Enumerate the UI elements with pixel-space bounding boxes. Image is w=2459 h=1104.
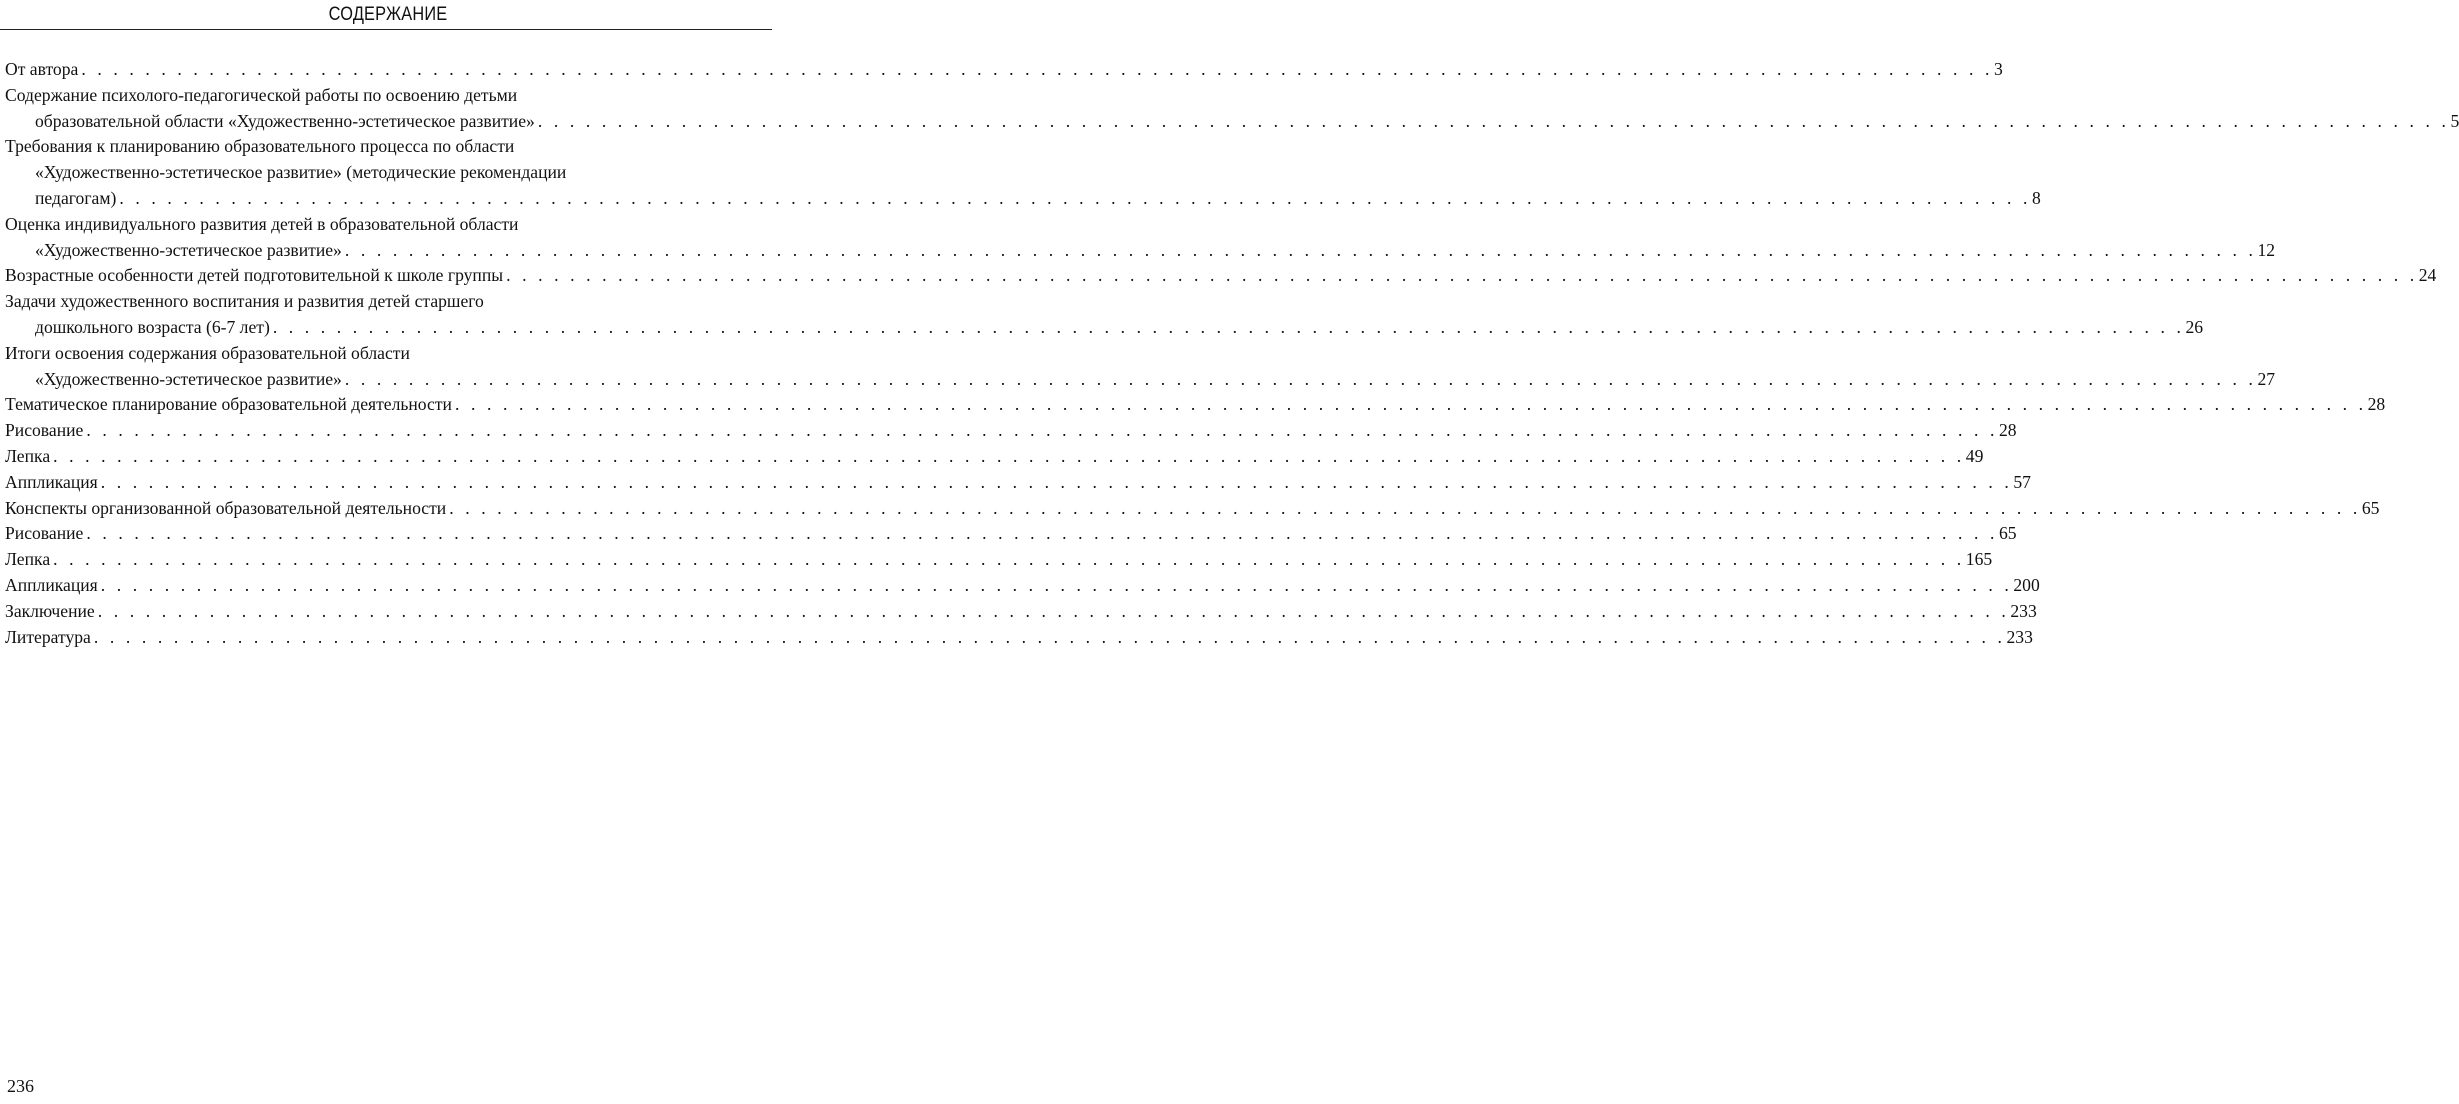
- toc-page-number: 5: [2450, 110, 2459, 131]
- toc-entry-line: Задачи художественного воспитания и развития детей старшего: [5, 291, 484, 312]
- dot-leader: . . . . . . . . . . . . . . . . . . . . . . . . . . . . . . . . . . . . . . . . . . . . . . . . . . . . . . . . . . . . . . . . . . . . . . . . . . . . . . . . . . . . . . . . . . . . . . . . . . . . . . . . . . . . . . . . . . . . . . . .: [100, 471, 2013, 492]
- toc-entry: [5, 57, 2003, 83]
- toc-entry-title: Литература: [5, 626, 91, 647]
- toc-page-number: 8: [2031, 187, 2041, 208]
- toc-entry-title: Заключение: [5, 600, 95, 621]
- dot-leader: . . . . . . . . . . . . . . . . . . . . . . . . . . . . . . . . . . . . . . . . . . . . . . . . . . . . . . . . . . . . . . . . . . . . . . . . . . . . . . . . . . . . . . . . . . . . . . . . . . . . . . . . . . . . . . . . . . . . . . . .: [344, 239, 2257, 260]
- dot-leader: . . . . . . . . . . . . . . . . . . . . . . . . . . . . . . . . . . . . . . . . . . . . . . . . . . . . . . . . . . . . . . . . . . . . . . . . . . . . . . . . . . . . . . . . . . . . . . . . . . . . . . . . . . . . . . . . . . . . . . . .: [119, 187, 2031, 208]
- toc-entry: [5, 444, 1984, 470]
- toc-entry-line: Оценка индивидуального развития детей в образовательной области: [5, 213, 519, 234]
- toc-entry-last-line: [5, 238, 2276, 264]
- dot-leader: . . . . . . . . . . . . . . . . . . . . . . . . . . . . . . . . . . . . . . . . . . . . . . . . . . . . . . . . . . . . . . . . . . . . . . . . . . . . . . . . . . . . . . . . . . . . . . . . . . . . . . . . . . . . . . . . . . . . . . . .: [537, 110, 2450, 131]
- dot-leader: . . . . . . . . . . . . . . . . . . . . . . . . . . . . . . . . . . . . . . . . . . . . . . . . . . . . . . . . . . . . . . . . . . . . . . . . . . . . . . . . . . . . . . . . . . . . . . . . . . . . . . . . . . . . . . . . . . . . . . . .: [454, 394, 2367, 415]
- toc-page-number: 3: [1993, 59, 2003, 79]
- toc-entry-title: Лепка: [5, 549, 51, 570]
- dot-leader: . . . . . . . . . . . . . . . . . . . . . . . . . . . . . . . . . . . . . . . . . . . . . . . . . . . . . . . . . . . . . . . . . . . . . . . . . . . . . . . . . . . . . . . . . . . . . . . . . . . . . . . . . . . . . . . . . . . . . . . .: [53, 549, 1965, 570]
- toc-entry: [5, 547, 1993, 573]
- toc-entry: [5, 341, 2276, 393]
- toc-entry-last-line: [5, 392, 2386, 418]
- header-rule: [0, 29, 772, 30]
- toc-entry-last-line: [5, 521, 2017, 547]
- toc-entry-last-line: [5, 470, 2031, 496]
- page-title: СОДЕРЖАНИЕ: [328, 4, 448, 25]
- toc-page-number: 12: [2257, 239, 2276, 260]
- toc-entry-last-line: [5, 625, 2033, 651]
- toc-entry-last-line: [5, 263, 2437, 289]
- toc-page-number: 200: [2013, 574, 2040, 595]
- toc-entry-line: Итоги освоения содержания образовательной области: [5, 342, 410, 363]
- dot-leader: . . . . . . . . . . . . . . . . . . . . . . . . . . . . . . . . . . . . . . . . . . . . . . . . . . . . . . . . . . . . . . . . . . . . . . . . . . . . . . . . . . . . . . . . . . . . . . . . . . . . . . . . . . . . . . . . . . . . . . . .: [86, 420, 1998, 441]
- toc-page-number: 65: [2361, 497, 2380, 518]
- toc-entry-last-line: [5, 444, 1984, 470]
- toc-page-number: 65: [1998, 523, 2017, 544]
- toc-entry-last-line: [5, 109, 2459, 135]
- dot-leader: . . . . . . . . . . . . . . . . . . . . . . . . . . . . . . . . . . . . . . . . . . . . . . . . . . . . . . . . . . . . . . . . . . . . . . . . . . . . . . . . . . . . . . . . . . . . . . . . . . . . . . . . . . . . . . . . . . . . . . . .: [93, 626, 2006, 647]
- toc-entry-last-line: [5, 573, 2040, 599]
- dot-leader: . . . . . . . . . . . . . . . . . . . . . . . . . . . . . . . . . . . . . . . . . . . . . . . . . . . . . . . . . . . . . . . . . . . . . . . . . . . . . . . . . . . . . . . . . . . . . . . . . . . . . . . . . . . . . . . . . . . . . . . .: [53, 445, 1965, 466]
- toc-entry-last-line: [5, 496, 2380, 522]
- toc-entry-title: педагогам): [35, 187, 117, 208]
- dot-leader: . . . . . . . . . . . . . . . . . . . . . . . . . . . . . . . . . . . . . . . . . . . . . . . . . . . . . . . . . . . . . . . . . . . . . . . . . . . . . . . . . . . . . . . . . . . . . . . . . . . . . . . . . . . . . . . . . . . . . . . .: [344, 368, 2257, 389]
- toc-entry-title: «Художественно-эстетическое развитие»: [35, 368, 342, 389]
- dot-leader: . . . . . . . . . . . . . . . . . . . . . . . . . . . . . . . . . . . . . . . . . . . . . . . . . . . . . . . . . . . . . . . . . . . . . . . . . . . . . . . . . . . . . . . . . . . . . . . . . . . . . . . . . . . . . . . . . . . . . . . .: [506, 265, 2418, 286]
- toc-entry-title: Тематическое планирование образовательной деятельности: [5, 394, 452, 415]
- toc-page-number: 233: [2010, 600, 2037, 621]
- toc-entry-last-line: [5, 186, 2041, 212]
- table-of-contents: [5, 57, 2459, 650]
- toc-page-number: 49: [1965, 445, 1984, 466]
- toc-page-number: 165: [1965, 549, 1993, 570]
- toc-entry: [5, 392, 2386, 418]
- dot-leader: . . . . . . . . . . . . . . . . . . . . . . . . . . . . . . . . . . . . . . . . . . . . . . . . . . . . . . . . . . . . . . . . . . . . . . . . . . . . . . . . . . . . . . . . . . . . . . . . . . . . . . . . . . . . . . . . . . . . . . . .: [81, 59, 1993, 79]
- toc-entry-last-line: [5, 547, 1993, 573]
- toc-entry-line: Содержание психолого-педагогической работы по освоению детьми: [5, 84, 518, 105]
- toc-entry: [5, 599, 2037, 625]
- toc-page-number: 26: [2185, 316, 2204, 337]
- toc-entry: [5, 625, 2033, 651]
- toc-page-number: 28: [2367, 394, 2386, 415]
- toc-entry: [5, 418, 2017, 444]
- toc-entry-title: Рисование: [5, 523, 84, 544]
- toc-entry: [5, 470, 2031, 496]
- toc-entry-title: Аппликация: [5, 471, 98, 492]
- toc-entry-last-line: [5, 418, 2017, 444]
- toc-entry-title: Рисование: [5, 420, 84, 441]
- toc-entry-title: дошкольного возраста (6-7 лет): [35, 316, 270, 337]
- toc-entry: [5, 496, 2380, 522]
- toc-entry-last-line: [5, 599, 2037, 625]
- toc-entry-last-line: [5, 367, 2276, 393]
- toc-entry-title: Возрастные особенности детей подготовительной к школе группы: [5, 265, 504, 286]
- dot-leader: . . . . . . . . . . . . . . . . . . . . . . . . . . . . . . . . . . . . . . . . . . . . . . . . . . . . . . . . . . . . . . . . . . . . . . . . . . . . . . . . . . . . . . . . . . . . . . . . . . . . . . . . . . . . . . . . . . . . . . . .: [100, 574, 2013, 595]
- dot-leader: . . . . . . . . . . . . . . . . . . . . . . . . . . . . . . . . . . . . . . . . . . . . . . . . . . . . . . . . . . . . . . . . . . . . . . . . . . . . . . . . . . . . . . . . . . . . . . . . . . . . . . . . . . . . . . . . . . . . . . . .: [449, 497, 2361, 518]
- toc-entry: [5, 573, 2040, 599]
- toc-entry-title: От автора: [5, 59, 79, 79]
- toc-entry-line: «Художественно-эстетическое развитие» (методические рекомендации: [35, 162, 567, 183]
- toc-entry: [5, 212, 2276, 264]
- toc-page-number: 27: [2257, 368, 2276, 389]
- toc-entry-last-line: [5, 57, 2003, 83]
- page-number: 236: [7, 1076, 34, 1096]
- toc-page-number: 24: [2418, 265, 2437, 286]
- toc-entry: [5, 289, 2204, 341]
- toc-entry-title: «Художественно-эстетическое развитие»: [35, 239, 342, 260]
- toc-page-number: 57: [2013, 471, 2031, 492]
- toc-entry-title: Лепка: [5, 445, 51, 466]
- toc-entry-title: Конспекты организованной образовательной деятельности: [5, 497, 447, 518]
- toc-entry-line: Требования к планированию образовательного процесса по области: [5, 136, 515, 157]
- dot-leader: . . . . . . . . . . . . . . . . . . . . . . . . . . . . . . . . . . . . . . . . . . . . . . . . . . . . . . . . . . . . . . . . . . . . . . . . . . . . . . . . . . . . . . . . . . . . . . . . . . . . . . . . . . . . . . . . . . . . . . . .: [86, 523, 1998, 544]
- toc-entry: [5, 134, 2041, 211]
- toc-page-number: 233: [2006, 626, 2033, 647]
- toc-entry-title: образовательной области «Художественно-эстетическое развитие»: [35, 110, 535, 131]
- toc-entry-last-line: [5, 315, 2204, 341]
- toc-entry-title: Аппликация: [5, 574, 98, 595]
- dot-leader: . . . . . . . . . . . . . . . . . . . . . . . . . . . . . . . . . . . . . . . . . . . . . . . . . . . . . . . . . . . . . . . . . . . . . . . . . . . . . . . . . . . . . . . . . . . . . . . . . . . . . . . . . . . . . . . . . . . . . . . .: [97, 600, 2010, 621]
- toc-page-number: 28: [1998, 420, 2017, 441]
- toc-entry: [5, 263, 2437, 289]
- toc-entry: [5, 83, 2459, 135]
- toc-entry: [5, 521, 2017, 547]
- dot-leader: . . . . . . . . . . . . . . . . . . . . . . . . . . . . . . . . . . . . . . . . . . . . . . . . . . . . . . . . . . . . . . . . . . . . . . . . . . . . . . . . . . . . . . . . . . . . . . . . . . . . . . . . . . . . . . . . . . . . . . . .: [272, 316, 2185, 337]
